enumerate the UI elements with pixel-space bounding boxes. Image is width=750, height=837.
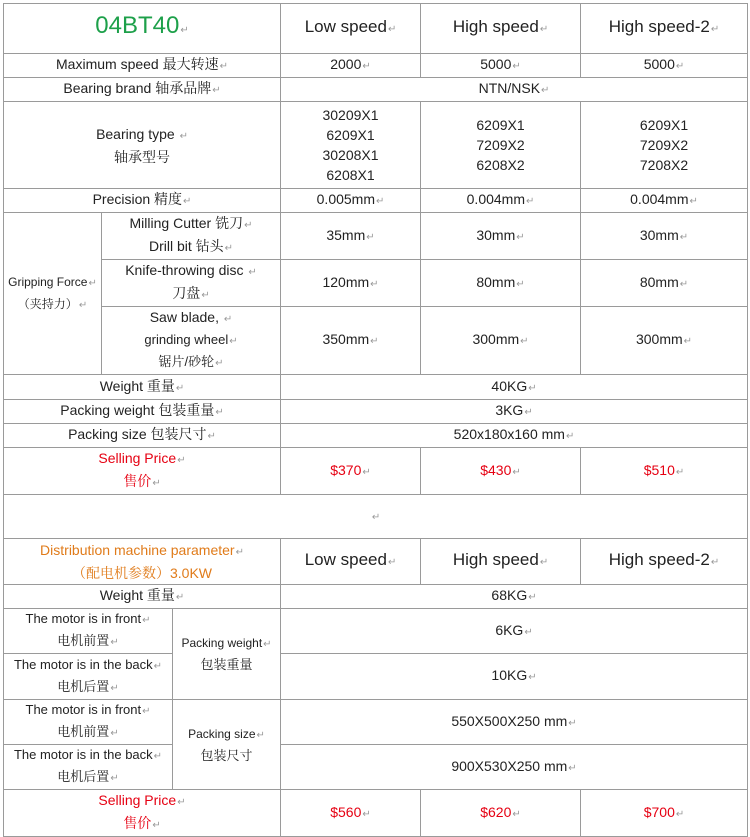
- precision-high: 0.004mm↵: [421, 189, 581, 213]
- bearing-brand-value: NTN/NSK↵: [281, 78, 748, 102]
- spec-table: [3, 3, 748, 837]
- selling-price-low: $370↵: [281, 448, 421, 495]
- bearing-type-high-2: 6209X1 7209X2 7208X2: [581, 102, 748, 189]
- weight-value: 40KG↵: [281, 375, 748, 400]
- selling-price-high: $430↵: [421, 448, 581, 495]
- packing-size-label: Packing size 包装尺寸↵: [4, 424, 281, 448]
- max-speed-label: Maximum speed 最大转速↵: [4, 54, 281, 78]
- header-row: [4, 4, 748, 54]
- dist-pw-front-value: 6KG↵: [281, 609, 748, 654]
- model-title: 04BT40↵: [4, 4, 281, 54]
- motor-front-label-2: The motor is in front↵ 电机前置↵: [4, 700, 173, 745]
- bearing-brand-label: Bearing brand 轴承品牌↵: [4, 78, 281, 102]
- dist-ps-front-row: [4, 700, 748, 745]
- bearing-type-row: [4, 102, 748, 189]
- max-speed-low: 2000↵: [281, 54, 421, 78]
- dist-pw-back-value: 10KG↵: [281, 654, 748, 700]
- precision-low: 0.005mm↵: [281, 189, 421, 213]
- col-low-speed: Low speed↵: [281, 4, 421, 54]
- packing-size-row: [4, 424, 748, 448]
- gripping-force-label: Gripping Force↵ （夹持力）↵: [4, 213, 102, 375]
- precision-row: [4, 189, 748, 213]
- dist-selling-price-row: [4, 790, 748, 837]
- dist-ps-front-value: 550X500X250 mm↵: [281, 700, 748, 745]
- packing-size-value: 520x180x160 mm↵: [281, 424, 748, 448]
- dist-pw-back-row: [4, 654, 748, 700]
- gripping-row-2: [4, 260, 748, 307]
- dist-ps-back-value: 900X530X250 mm↵: [281, 745, 748, 790]
- packing-weight-row: [4, 400, 748, 424]
- dist-weight-label: Weight 重量↵: [4, 585, 281, 609]
- gripping-knife-high: 80mm↵: [421, 260, 581, 307]
- gripping-milling-high: 30mm↵: [421, 213, 581, 260]
- selling-price-label: Selling Price↵ 售价↵: [4, 448, 281, 495]
- spacer-row: [4, 495, 748, 539]
- dist-packing-weight-label: Packing weight↵ 包装重量: [173, 609, 281, 700]
- gripping-row-3: [4, 307, 748, 375]
- dist-selling-price-label: Selling Price↵ 售价↵: [4, 790, 281, 837]
- precision-high-2: 0.004mm↵: [581, 189, 748, 213]
- gripping-label-saw: Saw blade, ↵ grinding wheel↵ 锯片/砂轮↵: [102, 307, 281, 375]
- dist-pw-front-row: [4, 609, 748, 654]
- gripping-label-milling: Milling Cutter 铣刀↵ Drill bit 钻头↵: [102, 213, 281, 260]
- gripping-saw-low: 350mm↵: [281, 307, 421, 375]
- gripping-knife-high-2: 80mm↵: [581, 260, 748, 307]
- dist-col-high-speed-2: High speed-2↵: [581, 539, 748, 585]
- packing-weight-value: 3KG↵: [281, 400, 748, 424]
- bearing-type-low: 30209X1 6209X1 30208X1 6208X1: [281, 102, 421, 189]
- selling-price-high-2: $510↵: [581, 448, 748, 495]
- dist-col-low-speed: Low speed↵: [281, 539, 421, 585]
- dist-col-high-speed: High speed↵: [421, 539, 581, 585]
- motor-back-label-2: The motor is in the back↵ 电机后置↵: [4, 745, 173, 790]
- dist-selling-price-high: $620↵: [421, 790, 581, 837]
- weight-row: [4, 375, 748, 400]
- precision-label: Precision 精度↵: [4, 189, 281, 213]
- col-high-speed: High speed↵: [421, 4, 581, 54]
- distribution-title: Distribution machine parameter↵ （配电机参数）3.0KW: [4, 539, 281, 585]
- dist-weight-row: [4, 585, 748, 609]
- bearing-brand-row: [4, 78, 748, 102]
- selling-price-row: [4, 448, 748, 495]
- dist-selling-price-high-2: $700↵: [581, 790, 748, 837]
- bearing-type-label: Bearing type ↵ 轴承型号: [4, 102, 281, 189]
- bearing-type-high: 6209X1 7209X2 6208X2: [421, 102, 581, 189]
- distribution-header-row: [4, 539, 748, 585]
- dist-ps-back-row: [4, 745, 748, 790]
- gripping-row-1: [4, 213, 748, 260]
- gripping-milling-high-2: 30mm↵: [581, 213, 748, 260]
- gripping-label-knife: Knife-throwing disc ↵ 刀盘↵: [102, 260, 281, 307]
- motor-front-label-1: The motor is in front↵ 电机前置↵: [4, 609, 173, 654]
- dist-packing-size-label: Packing size↵ 包装尺寸: [173, 700, 281, 790]
- max-speed-high: 5000↵: [421, 54, 581, 78]
- dist-weight-value: 68KG↵: [281, 585, 748, 609]
- motor-back-label-1: The motor is in the back↵ 电机后置↵: [4, 654, 173, 700]
- gripping-saw-high-2: 300mm↵: [581, 307, 748, 375]
- dist-selling-price-low: $560↵: [281, 790, 421, 837]
- gripping-saw-high: 300mm↵: [421, 307, 581, 375]
- packing-weight-label: Packing weight 包装重量↵: [4, 400, 281, 424]
- gripping-milling-low: 35mm↵: [281, 213, 421, 260]
- weight-label: Weight 重量↵: [4, 375, 281, 400]
- max-speed-high-2: 5000↵: [581, 54, 748, 78]
- max-speed-row: [4, 54, 748, 78]
- col-high-speed-2: High speed-2↵: [581, 4, 748, 54]
- spacer-cell: ↵: [4, 495, 748, 539]
- gripping-knife-low: 120mm↵: [281, 260, 421, 307]
